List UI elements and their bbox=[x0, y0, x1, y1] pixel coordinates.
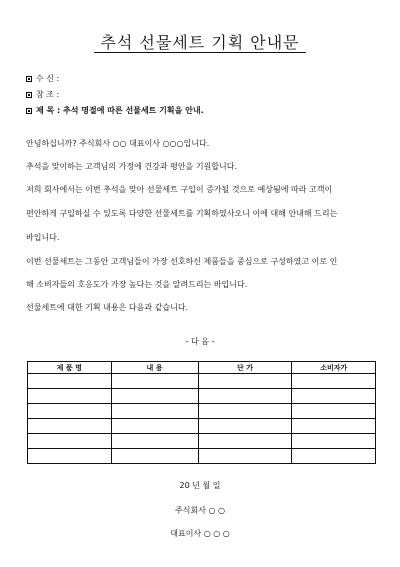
body-paragraph: 선물세트에 대한 기획 내용은 다음과 같습니다. bbox=[26, 303, 189, 312]
table-header-row bbox=[28, 362, 376, 374]
subject-text: 추석 명절에 따른 선물세트 기획을 안내. bbox=[63, 106, 204, 115]
body-paragraph: 추석을 맞이하는 고객님의 가정에 건강과 평안을 기원합니다. bbox=[26, 162, 237, 171]
col-header-unit-price: 단 가 bbox=[198, 362, 292, 374]
body-paragraph: 저희 회사에서는 이번 추석을 맞아 선물세트 구입이 증가될 것으로 예상됨에 따라 고객이 bbox=[26, 185, 333, 194]
body-paragraph: 편안하게 구입하실 수 있도록 다양한 선물세트를 기획하였사오니 이에 대해 안내해 드리는 bbox=[26, 209, 338, 218]
square-bullet-icon bbox=[26, 76, 32, 82]
recipient-row bbox=[26, 73, 59, 84]
col-header-product: 제 품 명 bbox=[28, 362, 112, 374]
square-bullet-icon bbox=[26, 108, 32, 114]
col-header-content: 내 용 bbox=[111, 362, 198, 374]
product-table bbox=[27, 361, 376, 464]
recipient-label: 수 신 : bbox=[36, 74, 60, 83]
table-row bbox=[28, 434, 376, 449]
date-line: 20 년 월 일 bbox=[179, 481, 221, 490]
company-line: 주식회사 ○ ○ bbox=[175, 506, 225, 515]
cc-label: 참 조 : bbox=[36, 90, 60, 99]
ceo-line: 대표이사 ○ ○ ○ bbox=[170, 529, 230, 538]
body-paragraph: 이번 선물세트는 그동안 고객님들이 가장 선호하신 제품들을 중심으로 구성하였고 이로 인 bbox=[26, 257, 338, 266]
next-heading: - 다 음 - bbox=[185, 337, 215, 346]
col-header-retail-price: 소비자가 bbox=[292, 362, 376, 374]
table-row bbox=[28, 449, 376, 464]
body-paragraph: 안녕하십니까? 주식회사 ○○ 대표이사 ○○○입니다. bbox=[26, 139, 210, 148]
subject-row bbox=[26, 105, 204, 116]
body-paragraph: 바입니다. bbox=[26, 233, 60, 242]
table-row bbox=[28, 419, 376, 434]
cc-row bbox=[26, 89, 59, 100]
title-underline bbox=[94, 52, 306, 53]
body-paragraph: 해 소비자들의 호응도가 가장 높다는 것을 알려드리는 바입니다. bbox=[26, 280, 248, 289]
table-row bbox=[28, 374, 376, 389]
subject-label: 제 목 : bbox=[36, 106, 61, 115]
square-bullet-icon bbox=[26, 92, 32, 98]
document-title: 추석 선물세트 기획 안내문 bbox=[100, 33, 300, 52]
table-row bbox=[28, 389, 376, 404]
table-row bbox=[28, 404, 376, 419]
